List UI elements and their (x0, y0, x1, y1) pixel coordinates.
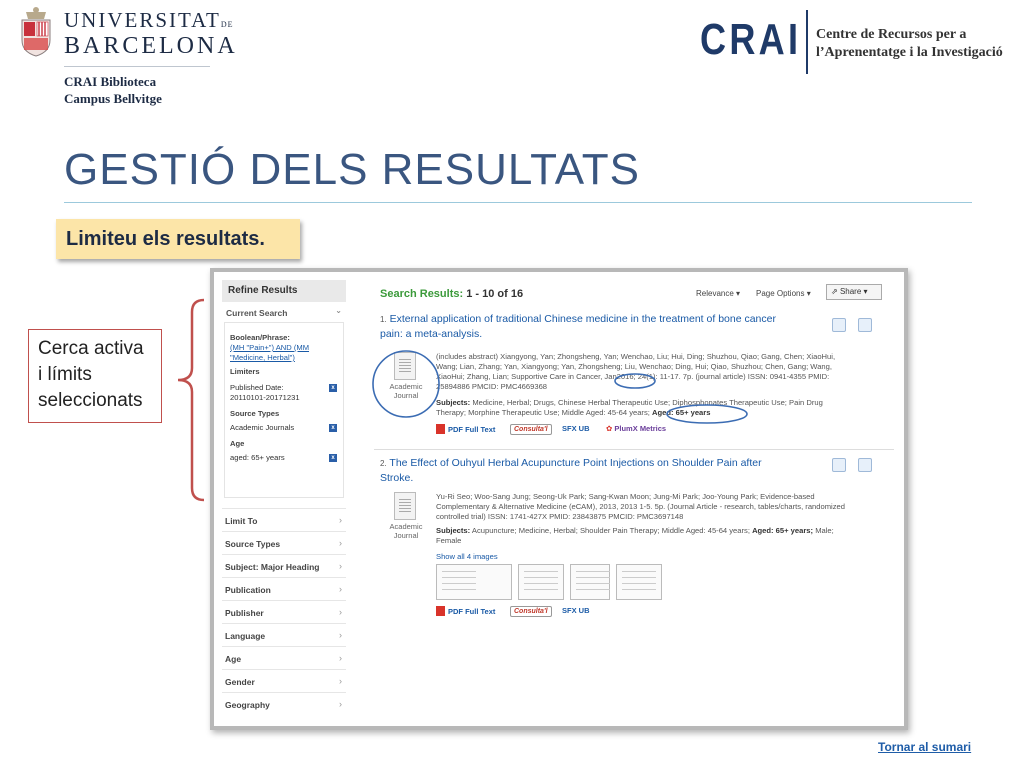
published-date-label: Published Date: (230, 383, 284, 392)
back-to-summary-link[interactable]: Tornar al sumari (878, 740, 972, 754)
ub-logo (18, 6, 238, 62)
pdf-label: PDF Full Text (448, 607, 496, 616)
consulta-label: Consulta'l (510, 606, 552, 617)
pdf-icon (436, 424, 445, 434)
age-label: Age (230, 439, 245, 448)
chevron-right-icon: › (339, 515, 342, 525)
results-title-prefix: Search Results: (380, 288, 464, 300)
record-1-subjects (436, 398, 852, 418)
record-1-title-link[interactable]: External application of traditional Chinese medicine in the treatment of bone cancer pain: a meta-analysis. (380, 313, 776, 340)
limiter-source-types (230, 423, 339, 433)
result-record-1 (374, 312, 894, 450)
refine-results-sidebar (222, 280, 346, 724)
facet-label: Source Types (225, 539, 281, 549)
image-thumbnail[interactable] (518, 564, 564, 600)
record-1-authors: (includes abstract) Xiangyong, Yan; Zhongsheng, Yan; Wenchao, Liu; Hui, Ding; Shuzhou, Qiao; Gang, Chen; XiaoHui, Wang; Lian, Zhang; Yan, Xiangyong; Yan, Zhongsheng; Liu, Wenchao; Ding, Hui; Qiao, Shuzhou; Chen, Gang; Wang, XiaoHui; Zhang, Lian; Supportive Care in Cancer, Jan2016; 24(1): 11-17. 7p. (journal article) ISSN: 0941-4355 PMID: 25894886 PMCID: PMC4669368 (436, 352, 836, 391)
facet-language[interactable] (222, 623, 346, 646)
crai-desc-line1: Centre de Recursos per a (816, 27, 967, 42)
title-rule (64, 202, 972, 203)
add-to-folder-icon[interactable] (858, 458, 872, 472)
facet-geography[interactable] (222, 692, 346, 715)
chevron-right-icon: › (339, 538, 342, 548)
record-2-title-link[interactable]: The Effect of Ouhyul Herbal Acupuncture Point Injections on Shoulder Pain after Stroke. (380, 457, 762, 484)
record-separator (374, 449, 894, 450)
published-date-value: 20110101-20171231 (230, 393, 300, 402)
current-search-label: Current Search (226, 308, 288, 318)
image-thumbnail[interactable] (616, 564, 662, 600)
share-label: Share ▾ (839, 287, 868, 296)
ub-crest-icon (18, 6, 54, 58)
facet-gender[interactable] (222, 669, 346, 692)
boolean-value-line2[interactable]: "Medicine, Herbal") (230, 353, 295, 362)
callout-active-line3: seleccionats (38, 390, 143, 411)
header-divider (64, 66, 210, 67)
crai-separator (806, 10, 808, 74)
plumx-link[interactable] (606, 424, 666, 433)
facet-subject-major-heading[interactable] (222, 554, 346, 577)
library-line1: CRAI Biblioteca (64, 74, 157, 89)
record-2-details (436, 492, 852, 546)
facet-label: Geography (225, 700, 270, 710)
limiter-published-date (230, 383, 339, 403)
record-1-type-line1: Academic (389, 382, 423, 391)
record-1-subjects-label: Subjects: (436, 398, 471, 407)
chevron-right-icon: › (339, 630, 342, 640)
remove-published-date-icon[interactable]: x (329, 384, 337, 392)
limit-results-tag: Limiteu els resultats. (56, 219, 300, 259)
results-title (380, 288, 523, 300)
record-1-type-label (380, 382, 432, 400)
boolean-label: Boolean/Phrase: (230, 333, 290, 342)
library-name (64, 73, 162, 107)
source-types-label: Source Types (230, 409, 280, 418)
record-2-type (380, 492, 432, 554)
facet-limit-to[interactable] (222, 508, 346, 531)
plumx-icon: ✿ (606, 424, 613, 433)
chevron-right-icon: › (339, 699, 342, 709)
university-name (64, 10, 238, 58)
results-list (374, 280, 894, 634)
boolean-value-line1[interactable]: (MH "Pain+") AND (MM (230, 343, 310, 352)
preview-icon[interactable] (832, 318, 846, 332)
remove-source-types-icon[interactable]: x (329, 424, 337, 432)
facet-label: Subject: Major Heading (225, 562, 320, 572)
academic-journal-icon (394, 492, 416, 520)
record-2-authors: Yu-Ri Seo; Woo-Sang Jung; Seong-Uk Park; Sang-Kwan Moon; Jung-Mi Park; Joo-Young Park; Evidence-based Complementary & Alternative Medicine (eCAM), 2013, 2013 1-5. 5p. (Journal Article - research, tables/charts, randomized controlled trial) ISSN: 1741-427X PMID: 23843875 PMCID: PMC3697148 (436, 492, 845, 521)
chevron-right-icon: › (339, 607, 342, 617)
chevron-down-icon: ⌄ (335, 306, 342, 315)
university-line2: BARCELONA (64, 33, 238, 59)
sfx-ub-link[interactable]: SFX UB (562, 606, 590, 615)
search-results-screenshot (210, 268, 908, 730)
age-value: aged: 65+ years (230, 453, 285, 462)
result-record-2 (374, 456, 894, 634)
preview-icon[interactable] (832, 458, 846, 472)
share-icon: ⇗ (831, 287, 838, 296)
record-1-subjects-bold: Aged: 65+ years (652, 408, 711, 417)
record-1-type (380, 352, 432, 414)
pdf-label: PDF Full Text (448, 425, 496, 434)
record-2-subjects (436, 526, 852, 546)
record-2-type-line1: Academic (389, 522, 423, 531)
record-1-number: 1. (380, 315, 387, 324)
record-2-subjects-bold: Aged: 65+ years; (752, 526, 814, 535)
share-button[interactable] (826, 284, 882, 300)
chevron-right-icon: › (339, 653, 342, 663)
results-toolbar (374, 280, 894, 304)
facet-source-types[interactable] (222, 531, 346, 554)
current-search-header[interactable] (222, 302, 346, 322)
record-2-subjects-tail: Male; Female (436, 526, 834, 545)
record-2-type-label (380, 522, 432, 540)
image-thumbnail[interactable] (570, 564, 610, 600)
library-line2: Campus Bellvitge (64, 91, 162, 106)
refine-results-header: Refine Results (222, 280, 346, 302)
plumx-label: PlumX Metrics (614, 424, 667, 433)
pdf-full-text-link[interactable] (436, 606, 495, 616)
consulta-label: Consulta'l (510, 424, 552, 435)
university-de: DE (220, 20, 234, 29)
facet-label: Gender (225, 677, 255, 687)
sfx-ub-link[interactable]: SFX UB (562, 424, 590, 433)
record-2-type-line2: Journal (393, 531, 419, 540)
record-1-subjects-text: Medicine, Herbal; Drugs, Chinese Herbal Therapeutic Use; Diphosphonates Therapeutic Use; Pain Drug Therapy; Morphine Therapeutic Use; Middle Aged: 45-64 years; (436, 398, 823, 417)
facet-list (222, 508, 346, 715)
facet-label: Publisher (225, 608, 264, 618)
facet-label: Publication (225, 585, 271, 595)
record-2-subjects-label: Subjects: (436, 526, 471, 535)
record-1-details (436, 352, 852, 418)
university-line1: UNIVERSITAT (64, 8, 221, 32)
callout-active-search (28, 329, 162, 423)
limiter-age (230, 453, 339, 463)
consulta-button[interactable] (510, 424, 552, 435)
consulta-button[interactable] (510, 606, 552, 617)
callout-active-line1: Cerca activa (38, 338, 144, 359)
pdf-icon (436, 606, 445, 616)
slide-title: GESTIÓ DELS RESULTATS (64, 145, 641, 194)
add-to-folder-icon[interactable] (858, 318, 872, 332)
record-1-type-line2: Journal (393, 391, 419, 400)
callout-active-line2: i límits (38, 364, 92, 385)
facet-publisher[interactable] (222, 600, 346, 623)
record-2-title (374, 456, 794, 485)
record-1-title (374, 312, 794, 341)
chevron-right-icon: › (339, 561, 342, 571)
crai-desc-line2: l’Aprenentatge i la Investigació (816, 45, 1003, 60)
crai-description (816, 26, 1003, 62)
source-types-value: Academic Journals (230, 423, 295, 432)
brace-active-search (170, 296, 210, 506)
facet-publication[interactable] (222, 577, 346, 600)
facet-label: Language (225, 631, 266, 641)
academic-journal-icon (394, 352, 416, 380)
pdf-full-text-link[interactable] (436, 424, 495, 434)
image-thumbnail[interactable] (436, 564, 512, 600)
remove-age-icon[interactable]: x (329, 454, 337, 462)
crai-logo: CRAI (700, 15, 802, 64)
results-range: 1 - 10 of 16 (466, 288, 524, 300)
relevance-dropdown[interactable]: Relevance ▾ (696, 289, 741, 298)
limiters-label: Limiters (230, 367, 260, 376)
current-search-box (224, 322, 344, 498)
show-all-images-link[interactable]: Show all 4 images (436, 552, 498, 561)
page-options-dropdown[interactable]: Page Options ▾ (756, 289, 811, 298)
record-2-subjects-text: Acupuncture; Medicine, Herbal; Shoulder Pain Therapy; Middle Aged: 45-64 years; (471, 526, 750, 535)
facet-age[interactable] (222, 646, 346, 669)
facet-label: Limit To (225, 516, 258, 526)
chevron-right-icon: › (339, 676, 342, 686)
facet-label: Age (225, 654, 242, 664)
chevron-right-icon: › (339, 584, 342, 594)
record-2-number: 2. (380, 459, 387, 468)
